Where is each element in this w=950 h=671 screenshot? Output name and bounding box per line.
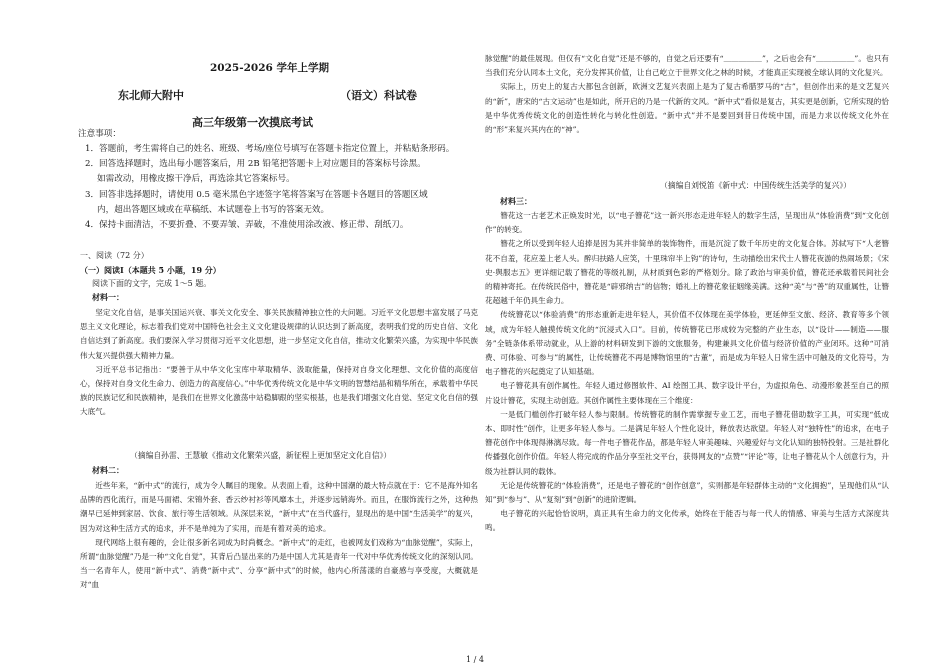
note-item: 4．保持卡面清洁，不要折叠、不要弄皱、弄破，不准使用涂改液、修正带、刮纸刀。 [85,220,409,230]
note-item: 2．回答选择题时，选出每小题答案后，用 2B 铅笔把答题卡上对应题目的答案标号涂黑。 [85,159,426,169]
material-1-body [80,306,478,420]
paragraph: 近些年来，“新中式”的流行，成为令人瞩目的现象。从表面上看，这种中国潮的最大特点就在于：它不是海外知名品牌的西化流行，而是马面裙、宋锦外套、香云纱衬衫等风靡本土，并逐步远销海外。而且，在服饰流行之外，这种热潮早已延伸到家居、饮食、旅行等生活领域。从深层来说，“新中式”在当代盛行，显现出的是中国“生活美学”的复兴，因为对这种生活方式的追求，并不是单纯为了实用，而是有着对美的追求。 [80,481,478,533]
paragraph: 电子簪花的兴起恰恰说明，真正具有生命力的文化传承，始终在于能否与每一代人的情感、审美与生活方式深度共鸣。 [485,509,889,533]
material-2-source: （摘编自刘悦笛《新中式：中国传统生活美学的复兴》） [660,181,852,190]
material-3-label: 材料三： [500,196,532,206]
note-item: 内，超出答题区域或在草稿纸、本试题卷上书写的答案无效。 [97,205,330,215]
school-name: 东北师大附中 [118,89,184,102]
paragraph: 电子簪花具有创作属性。年轻人通过修图软件、AI 绘图工具、数字设计平台，为虚拟角色、动漫形象甚至自己的照片设计簪花，实现主动创造。其创作属性主要体现在三个维度： [485,381,889,405]
paragraph: 簪花之所以受到年轻人追捧是因为其并非简单的装饰物件，而是沉淀了数千年历史的文化复合体。苏轼写下“人老簪花不自羞，花应羞上老人头。醉归扶路人应笑，十里珠帘半上钩”的诗句，生动描绘出宋代士人簪花夜游的热闹场景；《宋史·舆服志五》更详细记载了簪花的等级礼制，从材质到色彩的严格划分。除了政治与审美价值，簪花还承载着民间社会的精神寄托。在传统民俗中，簪花是“辟邪纳吉”的信物；婚礼上的簪花象征姻缘美满。这种“美”与“善”的双重属性，让簪花超越千年仍具生命力。 [485,239,889,306]
material-1-source: （摘编自孙雷、王慧敏《推动文化繁荣兴盛，新征程上更加坚定文化自信》） [130,451,392,460]
note-item: 1．答题前，考生需将自己的姓名、班级、考场/座位号填写在答题卡指定位置上，并粘贴条形码。 [85,144,455,154]
paragraph: 习近平总书记指出：“要善于从中华文化宝库中萃取精华、汲取能量，保持对自身文化理想、文化价值的高度信心，保持对自身文化生命力、创造力的高度信心。”中华优秀传统文化是中华文明的智慧结晶和精华所在，承载着中华民族的民族记忆和民族精神，是我们在世界文化激荡中站稳脚跟的坚实根基，也是我们增强文化自觉、坚定文化自信的强大底气。 [80,364,478,417]
paragraph: 实际上，历史上的复古大都包含创新，欧洲文艺复兴表面上是为了复古希腊罗马的“古”，但创作出来的是文艺复兴的“新”，唐宋的“古文运动”也是如此，所开启的乃是一代新的文风。“新中式”看似是复古，其实更是创新，它所实现的恰是中华优秀传统文化的创造性转化与转化性创造。“新中式”并不是要回到昔日传统中国，而是力求以传统文化外在的“形”来复兴其内在的“神”。 [485,82,889,135]
material-1-label: 材料一： [92,292,124,302]
paragraph: 坚定文化自信，是事关国运兴衰、事关文化安全、事关民族精神独立性的大问题。习近平文化思想丰富发展了马克思主义文化理论，标志着我们党对中国特色社会主义文化建设规律的认识达到了新高度，表明我们党的历史自信、文化自信达到了新高度。我们要深入学习贯彻习近平文化思想，进一步坚定文化自信，推动文化繁荣兴盛，为实现中华民族伟大复兴提供强大精神力量。 [80,308,478,360]
paragraph: 无论是传统簪花的“体验消费”，还是电子簪花的“创作创意”，实则都是年轻群体主动的“文化拥抱”，呈现他们从“认知”到“参与”、从“复刻”到“创新”的进阶逻辑。 [485,480,889,505]
paragraph: 脉觉醒”的最佳展现。但仅有“文化自觉”还是不够的，自觉之后还要有“＿＿＿＿＿”，之后也会有“＿＿＿＿＿”。也只有当我们充分认同本土文化，充分发挥其价值，让自己屹立于世界文化之林的时候，才能真正实现被全球认同的文化复兴。 [485,54,889,78]
subject-name: （语文）科试卷 [340,89,417,102]
section-title: 一、阅读（72 分） [80,251,149,260]
material-2-body [80,479,478,593]
term-title: 2025-2026 学年上学期 [210,62,329,74]
paragraph: 簪花这一古老艺术正焕发时光，以“电子簪花”这一新兴形态走进年轻人的数字生活，呈现出从“体验消费”到“文化创作”的转变。 [485,211,889,235]
instruction: 阅读下面的文字，完成 1～5 题。 [92,279,212,288]
notes-title: 注意事项： [78,129,121,139]
material-3-body [485,209,889,536]
material-2-label: 材料二： [92,465,124,475]
material-2-continued [485,52,889,137]
paragraph: 现代网络上很有趣的，会让很多新名词成为时尚概念。“新中式”的走红，也被网友们戏称为“血脉觉醒”，实际上，所谓“血脉觉醒”乃是一种“文化自觉”，其背后凸显出来的乃是中国人尤其是青年一代对中华优秀传统文化的深刻认同。当一名青年人，使用“新中式”、消费“新中式”、分享“新中式”的时候，他内心所荡漾的自豪感与享受度，大概就是对“血 [80,537,478,590]
exam-title: 高三年级第一次摸底考试 [192,116,313,129]
part-title: （一）阅读I（本题共 5 小题，19 分） [80,265,221,275]
paragraph: 一是低门槛创作打破年轻人参与限制。传统簪花的制作需掌握专业工艺，而电子簪花借助数字工具，可实现“低成本、即时性”创作，让更多年轻人参与。二是满足年轻人个性化设计，释放表达欲望。年轻人对“独特性”的追求，在电子簪花创作中体现得淋漓尽致。每一件电子簪花作品，都是年轻人审美趣味、兴趣爱好与文化认知的独特投射。三是社群化传播强化创作价值。年轻人将完成的作品分享至社交平台，获得网友的“点赞”“评论”等，让电子簪花从个人创意行为，升级为社群认同的载体。 [485,409,889,476]
paragraph: 传统簪花以“体验消费”的形态重新走进年轻人，其价值不仅体现在美学体验，更延伸至文旅、经济、教育等多个领域，成为年轻人触摸传统文化的“沉浸式入口”。目前，传统簪花已形成较为完整的产业生态，以“设计——制造——服务”全链条体系带动就业，从上游的材料研发到下游的文旅服务，构建兼具文化价值与经济价值的产业闭环。这种“可消费、可体验、可参与”的属性，让传统簪花不再是博物馆里的“古董”，而是成为年轻人日常生活中可触及的文化符号，为电子簪花的兴起奠定了认知基础。 [485,310,889,377]
note-item: 如需改动，用橡皮擦干净后，再选涂其它答案标号。 [97,174,295,184]
page-number: 1 / 4 [466,655,484,664]
note-item: 3．回答非选择题时，请使用 0.5 毫米黑色字迹签字笔将答案写在答题卡各题目的答题区域 [85,190,428,200]
